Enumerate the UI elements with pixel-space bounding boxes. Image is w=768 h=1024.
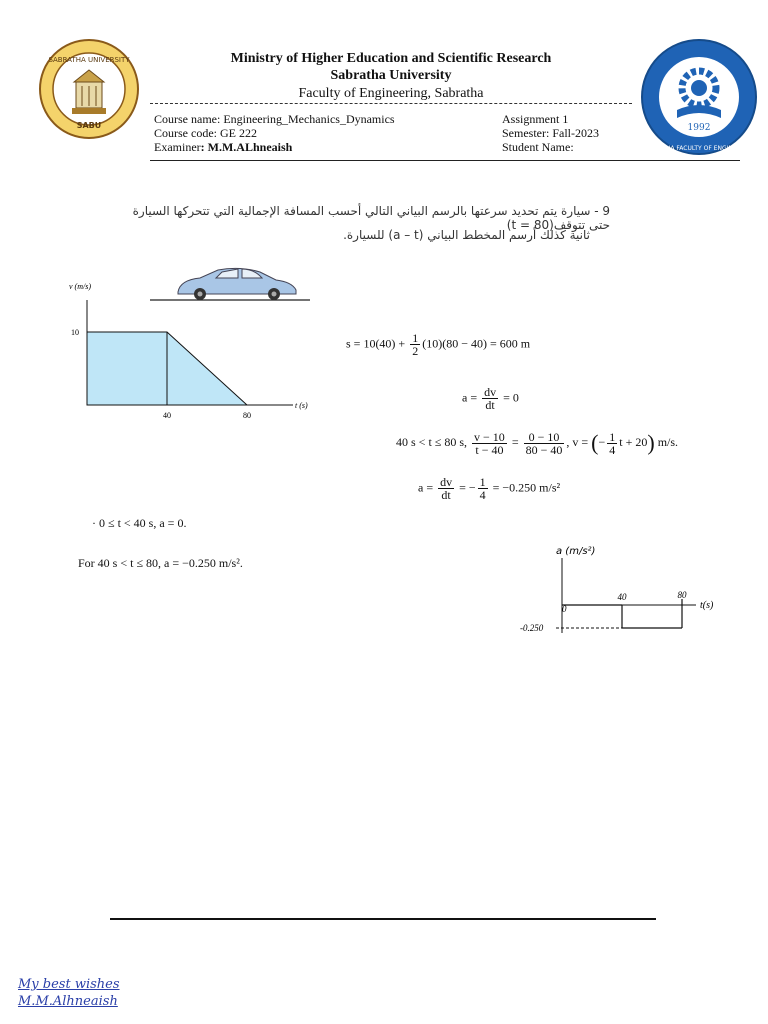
vt-xtick-80: 80 bbox=[243, 411, 251, 420]
rng-d1: t − 40 bbox=[475, 442, 504, 457]
result-2: For 40 s < t ≤ 80, a = −0.250 m/s². bbox=[78, 556, 243, 570]
header-bottom-rule bbox=[150, 160, 740, 161]
vt-xlabel: t (s) bbox=[295, 401, 308, 410]
rng-paren-close: ) bbox=[647, 430, 655, 455]
rng-frac-1 bbox=[472, 431, 507, 456]
a2-left: a = bbox=[418, 480, 437, 495]
a2-right: = −0.250 m/s² bbox=[489, 480, 561, 495]
right-logo-year: 1992 bbox=[687, 123, 711, 133]
semester-label: Semester: Fall-2023 bbox=[502, 126, 599, 140]
left-logo-bottom-text: SABU bbox=[76, 121, 102, 130]
a2-frac-2 bbox=[478, 476, 488, 501]
rng-tail: t + 20 bbox=[619, 434, 648, 449]
s-frac-num: 1 bbox=[412, 331, 419, 345]
rng-v: , v = bbox=[566, 434, 592, 449]
rng-unit: m/s. bbox=[654, 434, 679, 449]
accel-eq-1 bbox=[462, 386, 519, 411]
a1-fraction bbox=[482, 386, 498, 411]
footer-wishes bbox=[18, 976, 120, 1010]
course-code: Course code: GE 222 bbox=[154, 126, 257, 140]
examiner-name: : M.M.ALhneaish bbox=[200, 140, 293, 154]
student-name-label: Student Name: bbox=[502, 140, 574, 154]
a1-right: = 0 bbox=[500, 390, 519, 405]
range-equation bbox=[396, 430, 678, 456]
problem-line-1: 9 - سيارة يتم تحديد سرعتها بالرسم البياني التالي أحسب المسافة الإجمالية التي تتحركها السيارة حتى تتوقف(80 = t) bbox=[132, 204, 610, 232]
acceleration-time-chart bbox=[518, 538, 748, 638]
a2-d2: 4 bbox=[479, 488, 486, 502]
distance-equation bbox=[346, 332, 530, 357]
left-logo-top-text: SABRATHA UNIVERSITY bbox=[48, 56, 130, 64]
at-xtick-80: 80 bbox=[677, 590, 687, 600]
university-title: Sabratha University bbox=[330, 68, 452, 83]
examiner-label: Examiner bbox=[154, 140, 201, 154]
a2-frac-1 bbox=[438, 476, 454, 501]
at-xlabel: t(s) bbox=[700, 600, 714, 611]
ministry-title: Ministry of Higher Education and Scientific Research bbox=[230, 51, 552, 66]
faculty-logo bbox=[640, 38, 758, 156]
footer-rule bbox=[110, 918, 656, 920]
rng-d2: 80 − 40 bbox=[525, 442, 563, 457]
right-logo-ring-text: SABRATHA FACULTY OF ENGINEERING bbox=[642, 145, 756, 152]
course-info-right bbox=[502, 112, 642, 154]
assignment-label: Assignment 1 bbox=[502, 112, 569, 126]
course-info-left bbox=[154, 112, 474, 154]
rng-n3: 1 bbox=[609, 429, 616, 444]
velocity-time-chart bbox=[65, 280, 325, 430]
header-divider bbox=[150, 103, 632, 104]
vt-xtick-40: 40 bbox=[163, 411, 171, 420]
a2-mid: = − bbox=[456, 480, 476, 495]
a1-left: a = bbox=[462, 390, 481, 405]
rng-frac-3 bbox=[607, 431, 617, 456]
university-logo bbox=[38, 38, 140, 140]
examiner bbox=[154, 140, 474, 154]
faculty-title: Faculty of Engineering, Sabratha bbox=[298, 86, 484, 101]
rng-minus: − bbox=[598, 434, 606, 449]
vt-ylabel: v (m/s) bbox=[69, 282, 91, 291]
wish-line-2: M.M.Alhneaish bbox=[18, 994, 118, 1009]
s-frac-den: 2 bbox=[412, 344, 419, 358]
at-ytick-neg0250: -0.250 bbox=[520, 623, 544, 633]
rng-text: 40 s < t ≤ 80 s, bbox=[396, 434, 471, 449]
at-origin: 0 bbox=[562, 604, 567, 614]
at-xtick-40: 40 bbox=[617, 592, 627, 602]
problem-line-2: ثانية كذلك أرسم المخطط البياني (a – t) للسيارة. bbox=[343, 228, 590, 242]
at-ylabel: a (m/s²) bbox=[556, 546, 596, 557]
rng-d3: 4 bbox=[609, 442, 616, 457]
a2-d1: dt bbox=[441, 488, 451, 502]
s-fraction bbox=[410, 332, 420, 357]
vt-ytick-10: 10 bbox=[71, 328, 79, 337]
a2-n2: 1 bbox=[479, 475, 486, 489]
rng-paren-open: ( bbox=[591, 430, 599, 455]
a1-den: dt bbox=[485, 398, 495, 412]
accel-eq-2 bbox=[418, 476, 560, 501]
rng-frac-2 bbox=[524, 431, 565, 456]
result-1: · 0 ≤ t < 40 s, a = 0. bbox=[92, 516, 187, 530]
s-eq-right: (10)(80 − 40) = 600 m bbox=[422, 336, 531, 351]
wish-line-1: My best wishes bbox=[18, 977, 120, 992]
a1-num: dv bbox=[484, 385, 497, 399]
rng-n2: 0 − 10 bbox=[524, 431, 565, 444]
course-name: Course name: Engineering_Mechanics_Dynamics bbox=[154, 112, 395, 126]
a2-n1: dv bbox=[440, 475, 453, 489]
rng-eq: = bbox=[508, 434, 522, 449]
rng-n1: v − 10 bbox=[474, 429, 505, 444]
s-eq-left: s = 10(40) + bbox=[346, 336, 409, 351]
